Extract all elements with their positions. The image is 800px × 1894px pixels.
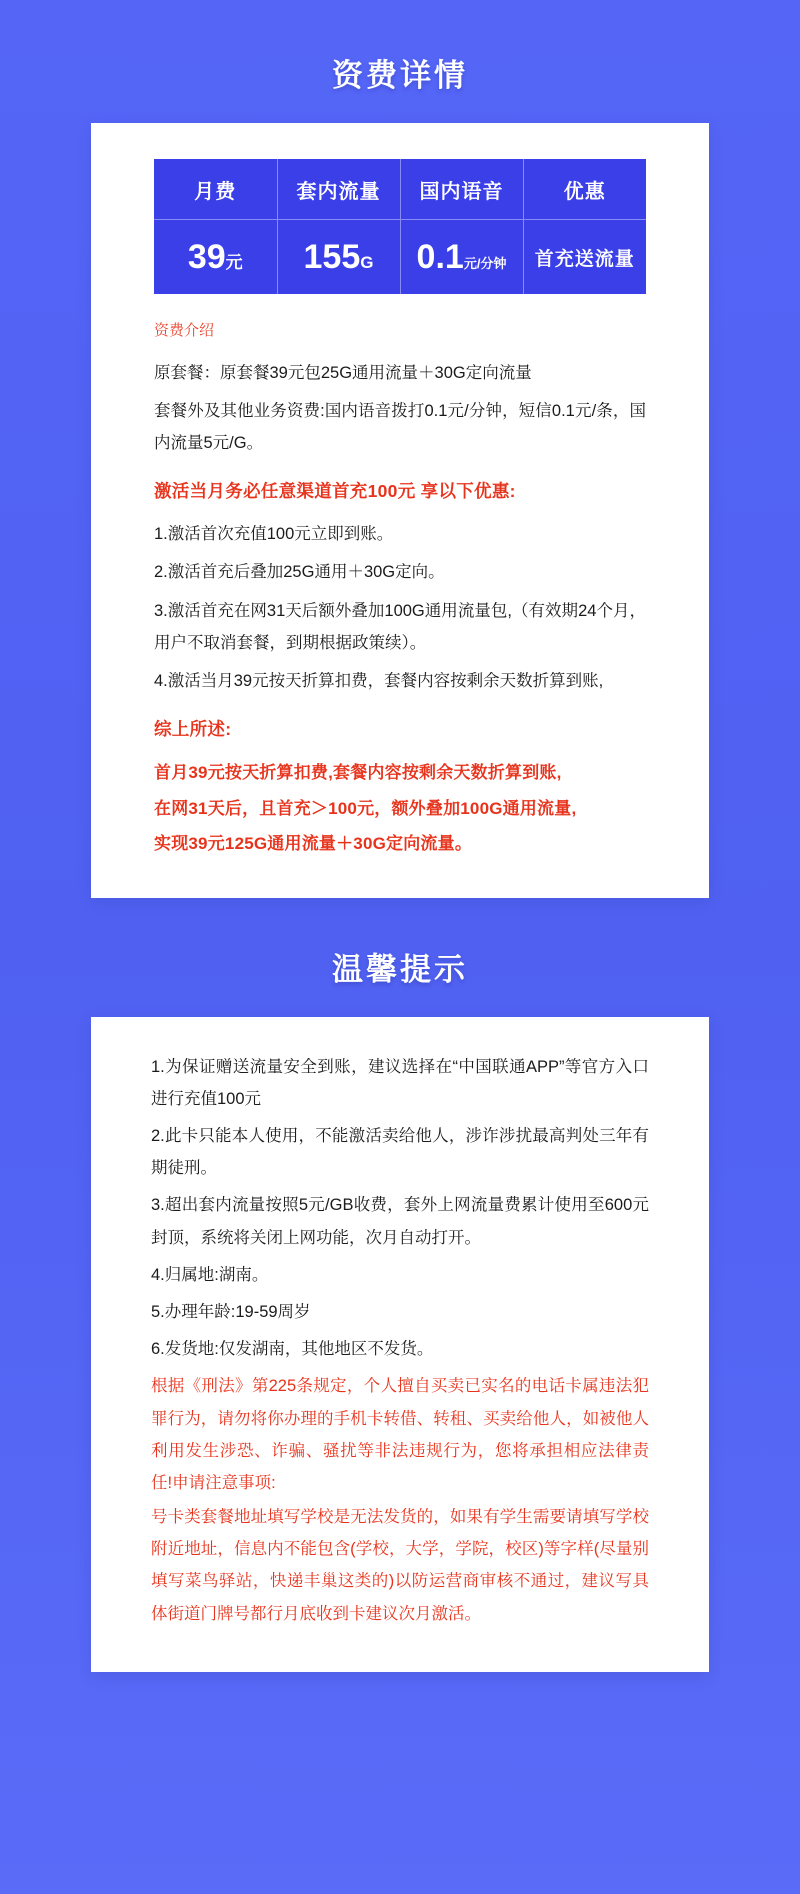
fee-paragraph-out-of-plan: 套餐外及其他业务资费:国内语音拨打0.1元/分钟，短信0.1元/条，国内流量5元/G。 [154,401,646,452]
fee-value-monthly-unit: 元 [225,252,243,272]
fee-value-voice-unit: 元 [463,255,477,271]
tips-card [91,1017,709,1672]
fee-value-monthly-amount: 39 [187,237,226,276]
fee-section-title: 资费详情 [332,58,468,93]
fee-table-header-monthly: 月费 [154,159,277,220]
tip-item-5: 5.办理年龄:19-59周岁 [151,1303,311,1321]
fee-summary-title: 综上所述: [154,719,232,740]
fee-summary-line-3: 实现39元125G通用流量＋30G定向流量。 [154,833,473,853]
fee-value-voice-amount: 0.1 [416,237,464,276]
fee-highlight-title: 激活当月务必任意渠道首充100元 享以下优惠: [154,481,516,502]
fee-description [154,320,646,860]
fee-value-promo-text: 首充送流量 [534,248,635,270]
fee-paragraph-original-plan: 原套餐：原套餐39元包25G通用流量＋30G定向流量 [154,363,532,382]
fee-item-1: 1.激活首次充值100元立即到账。 [154,525,394,544]
fee-table [154,159,646,294]
fee-value-voice-unit-per: /分钟 [476,255,507,271]
fee-value-voice [400,220,523,295]
fee-table-header-promo: 优惠 [523,159,646,220]
tips-list [151,1051,649,1630]
fee-value-monthly [154,220,277,295]
tips-section-title: 温馨提示 [332,951,468,987]
fee-value-data-unit: G [360,252,374,272]
fee-table-header-row [154,159,646,220]
tip-item-1: 1.为保证赠送流量安全到账，建议选择在“中国联通APP”等官方入口进行充值100元 [151,1057,649,1108]
fee-item-4: 4.激活当月39元按天折算扣费，套餐内容按剩余天数折算到账, [154,671,604,690]
tip-address-notice: 号卡类套餐地址填写学校是无法发货的，如果有学生需要请填写学校附近地址，信息内不能包含(学校，大学，学院，校区)等字样(尽量别填写菜鸟驿站，快递丰巢这类的)以防运营商审核不通过，建议写具体街道门牌号都行月底收到卡建议次月激活。 [151,1508,649,1623]
fee-summary-line-1: 首月39元按天折算扣费,套餐内容按剩余天数折算到账, [154,763,562,783]
fee-value-data [277,220,400,295]
fee-item-2: 2.激活首充后叠加25G通用＋30G定向。 [154,563,445,582]
fee-table-value-row [154,220,646,295]
fee-value-promo [523,220,646,295]
tip-item-6: 6.发货地:仅发湖南，其他地区不发货。 [151,1340,434,1359]
fee-table-header-voice: 国内语音 [400,159,523,220]
fee-summary-line-2: 在网31天后，且首充＞100元，额外叠加100G通用流量, [154,798,577,818]
tip-legal-notice: 根据《刑法》第225条规定，个人擅自买卖已实名的电话卡属违法犯罪行为，请勿将你办理的手机卡转借、转租、买卖给他人，如被他人利用发生涉恐、诈骗、骚扰等非法违规行为，您将承担相应法律责任!申请注意事项: [151,1377,649,1492]
tip-item-4: 4.归属地:湖南。 [151,1265,269,1284]
tip-item-2: 2.此卡只能本人使用，不能激活卖给他人，涉诈涉扰最高判处三年有期徒刑。 [151,1127,649,1178]
tip-item-3: 3.超出套内流量按照5元/GB收费，套外上网流量费累计使用至600元封顶，系统将关闭上网功能，次月自动打开。 [151,1196,649,1247]
fee-value-data-amount: 155 [303,237,361,276]
fee-detail-card [91,123,709,898]
fee-table-header-data: 套内流量 [277,159,400,220]
fee-item-3: 3.激活首充在网31天后额外叠加100G通用流量包,（有效期24个月，用户不取消套餐，到期根据政策续）。 [154,601,646,652]
fee-intro-label: 资费介绍 [154,322,215,339]
